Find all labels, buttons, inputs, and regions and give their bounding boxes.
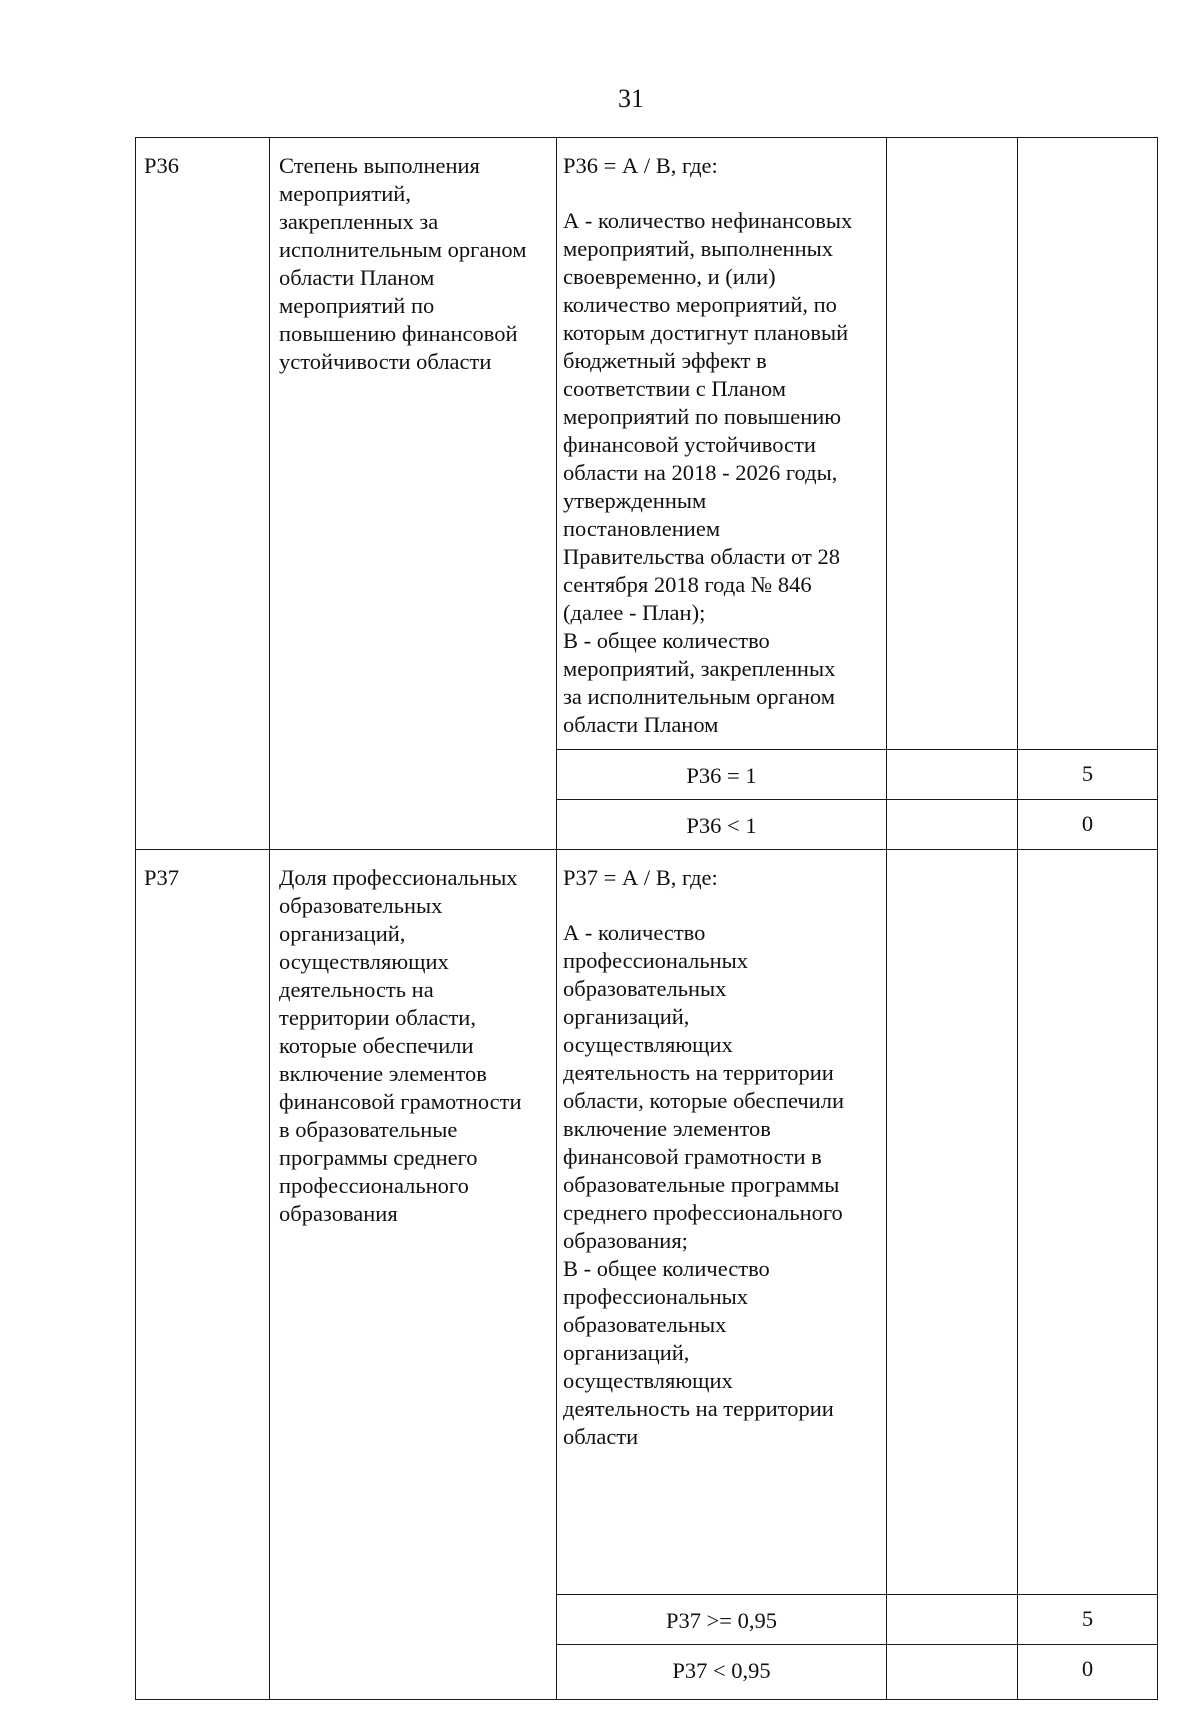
condition-value: Р37 < 0,95 — [557, 1645, 887, 1700]
criterion-code: Р36 — [136, 138, 270, 850]
formula-line: которым достигнут плановый — [563, 320, 849, 345]
formula-line: сентября 2018 года № 846 — [563, 572, 812, 597]
criterion-formula — [557, 138, 887, 750]
criterion-name-line: финансовой грамотности — [279, 1089, 522, 1114]
formula-line: деятельность на территории — [563, 1060, 834, 1085]
empty-cell — [887, 1595, 1018, 1645]
criterion-name — [270, 850, 557, 1700]
formula-line: организаций, — [563, 1340, 690, 1365]
criterion-code: Р37 — [136, 850, 270, 1700]
formula-line: включение элементов — [563, 1116, 771, 1141]
formula-line: соответствии с Планом — [563, 376, 786, 401]
criterion-name-line: включение элементов — [279, 1061, 487, 1086]
condition-value: Р36 < 1 — [557, 800, 887, 850]
score-value: 5 — [1018, 750, 1158, 800]
formula-line: осуществляющих — [563, 1032, 733, 1057]
score-value: 5 — [1018, 1595, 1158, 1645]
formula-line: организаций, — [563, 1004, 690, 1029]
criterion-name-line: территории области, — [279, 1005, 476, 1030]
formula-line: финансовой грамотности в — [563, 1144, 822, 1169]
formula-line: бюджетный эффект в — [563, 348, 767, 373]
formula-line: области — [563, 1424, 639, 1449]
formula-line: осуществляющих — [563, 1368, 733, 1393]
formula-line: В - общее количество — [563, 1256, 770, 1281]
criterion-name-line: осуществляющих — [279, 949, 449, 974]
formula-line: Правительства области от 28 — [563, 544, 840, 569]
formula-line: мероприятий по повышению — [563, 404, 842, 429]
formula-line: образовательных — [563, 1312, 727, 1337]
formula-line: А - количество нефинансовых — [563, 208, 853, 233]
formula-line: области на 2018 - 2026 годы, — [563, 460, 838, 485]
criterion-name-line: устойчивости области — [279, 349, 492, 374]
criterion-formula — [557, 850, 887, 1595]
formula-line: утвержденным — [563, 488, 707, 513]
criterion-name-line: профессионального — [279, 1173, 469, 1198]
criterion-row — [136, 850, 1158, 1595]
empty-cell — [1018, 850, 1158, 1595]
criterion-name-line: образования — [279, 1201, 398, 1226]
formula-spacer — [563, 180, 880, 207]
formula-line: постановлением — [563, 516, 721, 541]
criterion-row — [136, 138, 1158, 750]
formula-line: В - общее количество — [563, 628, 770, 653]
formula-line: профессиональных — [563, 948, 749, 973]
formula-spacer — [563, 892, 880, 919]
formula-line: области Планом — [563, 712, 719, 737]
empty-cell — [887, 1645, 1018, 1700]
criteria-table — [135, 137, 1158, 1700]
criterion-name-line: Доля профессиональных — [279, 865, 518, 890]
empty-cell — [887, 850, 1018, 1595]
empty-cell — [887, 138, 1018, 750]
criterion-name-line: Степень выполнения — [279, 153, 480, 178]
criterion-name-line: деятельность на — [279, 977, 434, 1002]
criterion-name-line: образовательных — [279, 893, 443, 918]
criterion-name — [270, 138, 557, 850]
formula-line: А - количество — [563, 920, 706, 945]
formula-line: образовательных — [563, 976, 727, 1001]
score-value: 0 — [1018, 800, 1158, 850]
formula-head: Р37 = А / В, где: — [563, 865, 718, 890]
criterion-name-line: закрепленных за — [279, 209, 439, 234]
empty-cell — [1018, 138, 1158, 750]
criterion-name-line: которые обеспечили — [279, 1033, 474, 1058]
criterion-name-line: мероприятий, — [279, 181, 411, 206]
score-value: 0 — [1018, 1645, 1158, 1700]
formula-line: своевременно, и (или) — [563, 264, 776, 289]
formula-line: мероприятий, закрепленных — [563, 656, 836, 681]
formula-line: профессиональных — [563, 1284, 749, 1309]
formula-line: образования; — [563, 1228, 688, 1253]
formula-line: образовательные программы — [563, 1172, 840, 1197]
formula-line: количество мероприятий, по — [563, 292, 837, 317]
condition-value: Р37 >= 0,95 — [557, 1595, 887, 1645]
formula-line: деятельность на территории — [563, 1396, 834, 1421]
formula-line: среднего профессионального — [563, 1200, 843, 1225]
empty-cell — [887, 750, 1018, 800]
page-number: 31 — [618, 84, 644, 113]
criterion-name-line: организаций, — [279, 921, 406, 946]
formula-line: (далее - План); — [563, 600, 706, 625]
condition-value: Р36 = 1 — [557, 750, 887, 800]
criterion-name-line: области Планом — [279, 265, 435, 290]
formula-line: области, которые обеспечили — [563, 1088, 844, 1113]
criterion-name-line: мероприятий по — [279, 293, 435, 318]
criterion-name-line: в образовательные — [279, 1117, 458, 1142]
formula-head: Р36 = А / В, где: — [563, 153, 718, 178]
criterion-name-line: программы среднего — [279, 1145, 478, 1170]
empty-cell — [887, 800, 1018, 850]
criterion-name-line: повышению финансовой — [279, 321, 518, 346]
formula-line: за исполнительным органом — [563, 684, 835, 709]
formula-line: финансовой устойчивости — [563, 432, 816, 457]
formula-line: мероприятий, выполненных — [563, 236, 834, 261]
criterion-name-line: исполнительным органом — [279, 237, 527, 262]
